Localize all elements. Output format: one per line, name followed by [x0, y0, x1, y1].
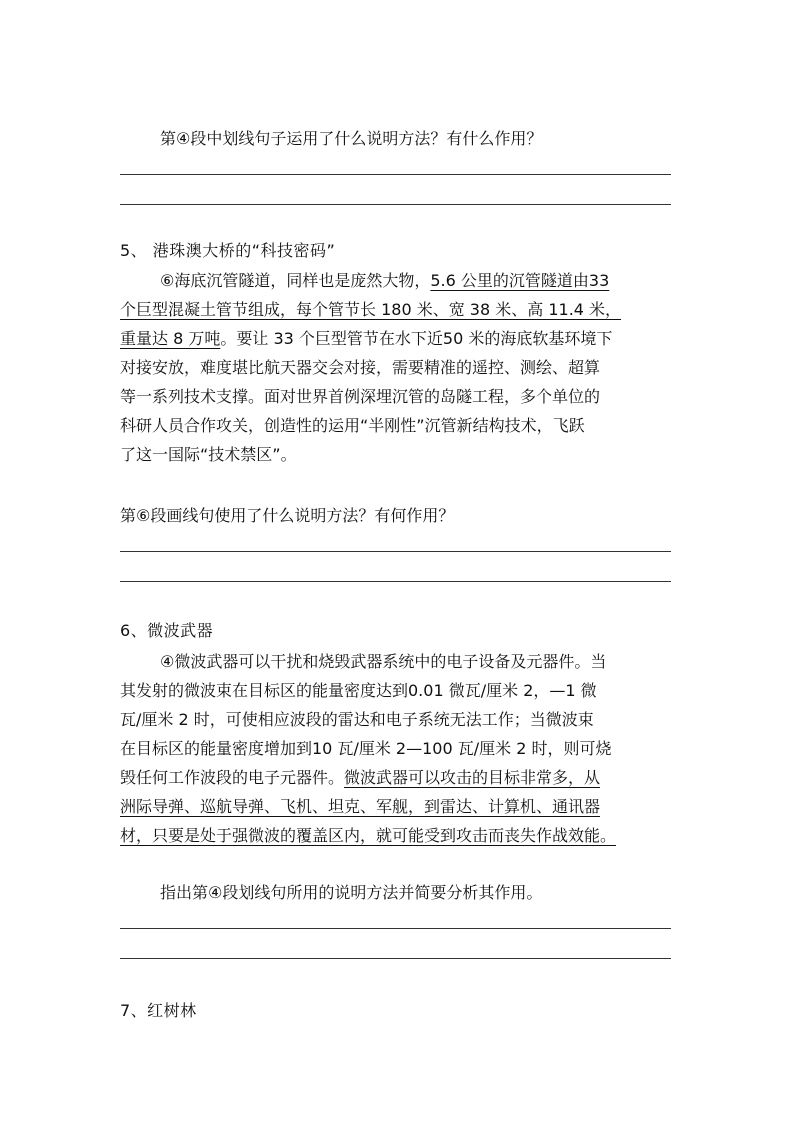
s5-underlined-text: 个巨型混凝土管节组成，每个管节长 180 米、宽 38 米、高 11.4 米，	[120, 300, 622, 319]
s5-paragraph-line: 了这一国际“技术禁区”。	[120, 445, 297, 464]
section-6-heading: 6、微波武器	[120, 621, 214, 640]
s6-paragraph-line: 瓦/厘米 2 时，可使相应波段的雷达和电子系统无法工作；当微波束	[120, 710, 594, 729]
s5-paragraph-line	[120, 328, 612, 350]
s5-underlined-text: 重量达 8 万吨	[120, 329, 221, 348]
section-7-heading: 7、红树林	[120, 1001, 197, 1020]
s6-paragraph-line: 在目标区的能量密度增加到10 瓦/厘米 2—100 瓦/厘米 2 时，则可烧	[120, 739, 612, 758]
answer-line[interactable]	[120, 958, 671, 959]
s5-paragraph-line	[160, 270, 609, 292]
s6-underlined-text: 微波武器可以攻击的目标非常多，从	[344, 768, 601, 787]
s5-question: 第⑥段画线句使用了什么说明方法？有何作用？	[120, 506, 455, 525]
s6-question: 指出第④段划线句所用的说明方法并简要分析其作用。	[160, 883, 543, 902]
s6-paragraph-line	[120, 796, 600, 818]
s5-paragraph-line	[120, 299, 621, 321]
s6-underlined-text: 材，只要是处于强微波的覆盖区内，就可能受到攻击而丧失作战效能。	[120, 826, 617, 845]
answer-line[interactable]	[120, 581, 671, 582]
s6-paragraph-line	[120, 825, 616, 847]
s6-text: 毁任何工作波段的电子元器件。	[120, 768, 345, 787]
answer-line[interactable]	[120, 928, 671, 929]
s6-paragraph-line	[120, 767, 600, 789]
answer-line[interactable]	[120, 174, 671, 175]
s5-text: 。要让 33 个巨型管节在水下近50 米的海底软基环境下	[220, 329, 613, 348]
answer-line[interactable]	[120, 551, 671, 552]
answer-line[interactable]	[120, 204, 671, 205]
s5-text: ⑥海底沉管隧道，同样也是庞然大物，	[160, 271, 431, 290]
s6-underlined-text: 洲际导弹、巡航导弹、飞机、坦克、军舰，到雷达、计算机、通讯器	[120, 797, 601, 816]
s6-paragraph-line: ④微波武器可以干扰和烧毁武器系统中的电子设备及元器件。当	[160, 652, 607, 671]
s5-paragraph-line: 对接安放，难度堪比航天器交会对接，需要精准的遥控、测绘、超算	[120, 358, 601, 377]
s5-paragraph-line: 等一系列技术支撑。面对世界首例深埋沉管的岛隧工程，多个单位的	[120, 387, 601, 406]
q4-question: 第④段中划线句子运用了什么说明方法？有什么作用？	[160, 129, 543, 148]
s5-paragraph-line: 科研人员合作攻关，创造性的运用“半刚性”沉管新结构技术，飞跃	[120, 416, 585, 435]
s5-underlined-text: 5.6 公里的沉管隧道由33	[430, 271, 610, 290]
s6-paragraph-line: 其发射的微波束在目标区的能量密度达到0.01 微瓦/厘米 2，—1 微	[120, 681, 597, 700]
section-5-heading: 5、 港珠澳大桥的“科技密码”	[120, 241, 336, 260]
